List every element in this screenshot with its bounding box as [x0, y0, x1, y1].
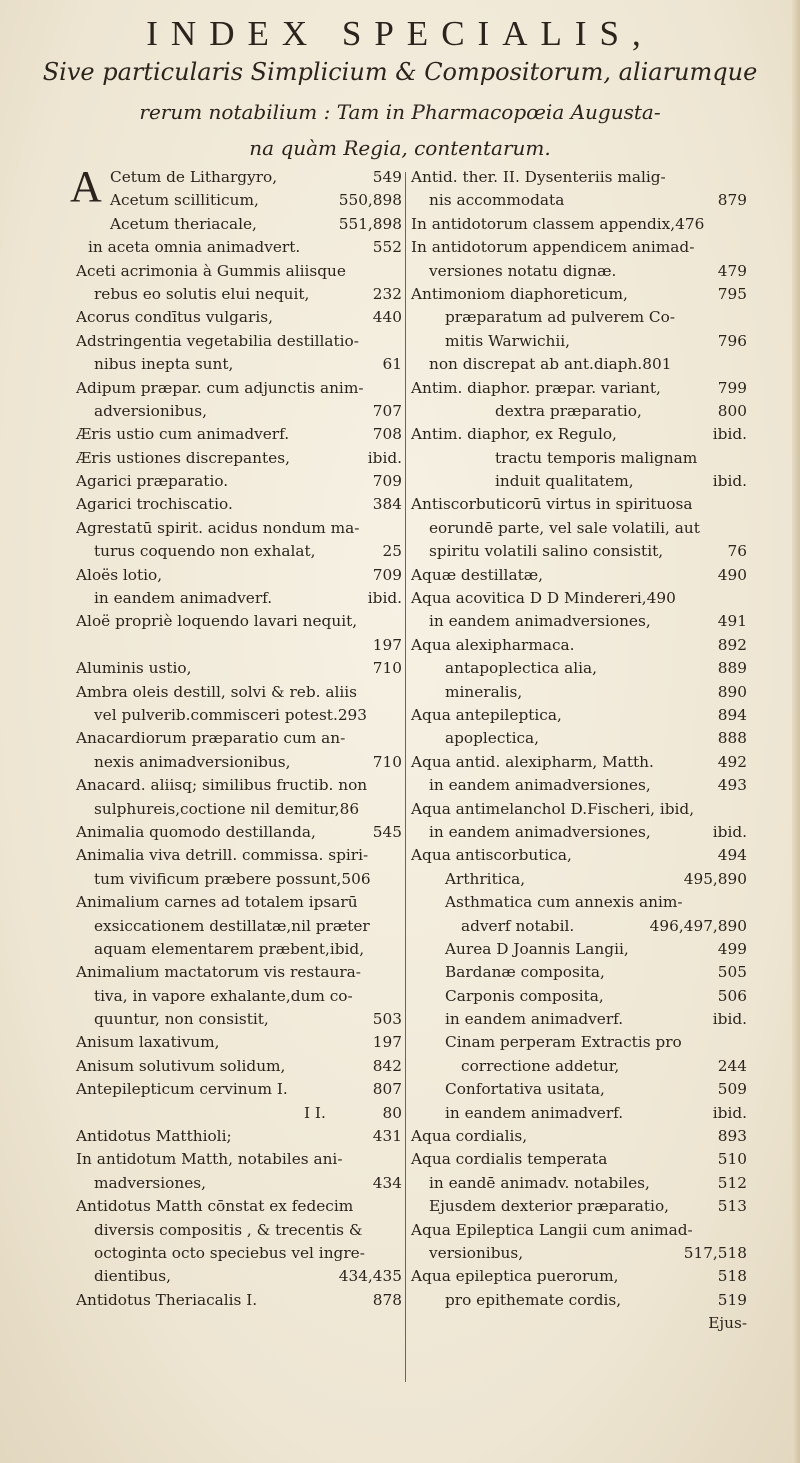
- entry-text: rebus eo solutis elui nequit,: [94, 284, 310, 303]
- page-reference: 807: [372, 1080, 402, 1099]
- index-entry: [411, 1078, 747, 1101]
- entry-text: octoginta octo speciebus vel ingre-: [94, 1243, 365, 1262]
- index-entry: [411, 166, 747, 189]
- entry-text: Aqua alexipharmaca.: [411, 635, 575, 654]
- index-entry: [411, 915, 747, 938]
- column-divider: [405, 172, 406, 1382]
- entry-text: exsiccationem destillatæ,nil præter: [94, 916, 370, 935]
- entry-text: Antid. ther. II. Dysenteriis malig-: [411, 168, 666, 186]
- page-edge: [792, 0, 800, 1463]
- index-entry: [76, 306, 402, 329]
- index-entry: [76, 915, 402, 938]
- index-entry: [411, 681, 747, 704]
- entry-text: Agrestatū spirit. acidus nondum ma-: [76, 518, 360, 537]
- index-entry: [76, 517, 402, 540]
- page-reference: 431: [372, 1127, 402, 1146]
- page-reference: 434: [372, 1173, 402, 1192]
- page-reference: 800: [717, 401, 747, 420]
- entry-text: in eandem animadversiones,: [429, 612, 651, 631]
- page-reference: 710: [372, 752, 402, 771]
- entry-text: Aqua antiscorbutica,: [411, 846, 572, 865]
- entry-text: adverf notabil.: [461, 916, 575, 935]
- entry-text: apoplectica,: [445, 729, 540, 748]
- index-entry: [411, 610, 747, 633]
- index-entry: [411, 330, 747, 353]
- index-entry: [411, 1148, 747, 1171]
- entry-text: Animalia quomodo destillanda,: [76, 822, 316, 841]
- entry-text: Antim. diaphor, ex Regulo,: [411, 425, 617, 444]
- index-entry: [76, 634, 402, 657]
- index-entry: [411, 377, 747, 400]
- entry-text: diversis compositis , & trecentis &: [94, 1220, 363, 1239]
- page-reference: ibid.: [712, 822, 747, 841]
- page-reference: 549: [372, 168, 402, 186]
- index-entry: [411, 236, 747, 259]
- page-reference: 80: [382, 1103, 402, 1122]
- index-entry: [411, 798, 747, 821]
- entry-text: nibus inepta sunt,: [94, 355, 234, 374]
- index-entry: [76, 423, 402, 446]
- entry-text: Asthmatica cum annexis anim-: [445, 893, 683, 912]
- entry-text: adversionibus,: [94, 401, 207, 420]
- index-entry: [76, 1031, 402, 1054]
- entry-text: versiones notatu dignæ.: [429, 261, 617, 280]
- entry-text: Aqua antepileptica,: [411, 705, 562, 724]
- right-index-column: [411, 166, 747, 1386]
- page-reference: 434,435: [338, 1267, 402, 1286]
- index-entry: [76, 961, 402, 984]
- index-entry: [76, 681, 402, 704]
- index-entry: [411, 1265, 747, 1288]
- entry-text: Anacardiorum præparatio cum an-: [76, 729, 346, 748]
- page-reference: 517,518: [683, 1243, 747, 1262]
- index-entry: [76, 260, 402, 283]
- index-entry: [76, 891, 402, 914]
- page-reference: 440: [372, 308, 402, 327]
- entry-text: in eandem animadversiones,: [429, 776, 651, 795]
- index-entry: [411, 1031, 747, 1054]
- index-title: INDEX SPECIALIS,: [146, 14, 654, 53]
- entry-text: Adstringentia vegetabilia destillatio-: [76, 331, 359, 350]
- entry-text: turus coquendo non exhalat,: [94, 542, 316, 561]
- entry-text: Antidotus Theriacalis I.: [76, 1290, 258, 1309]
- index-entry: [76, 1219, 402, 1242]
- page-reference: 495,890: [683, 869, 747, 888]
- index-entry: [411, 1125, 747, 1148]
- entry-text: Antidotus Matthioli;: [76, 1127, 232, 1146]
- index-entry: [411, 1172, 747, 1195]
- index-entry: [411, 1312, 747, 1335]
- entry-text: in eandē animadv. notabiles,: [429, 1173, 650, 1192]
- entry-text: Agarici trochiscatio.: [76, 495, 233, 514]
- entry-text: Acetum scilliticum,: [110, 191, 259, 210]
- entry-text: antapoplectica alia,: [445, 659, 598, 678]
- entry-text: Aloë propriè loquendo lavari nequit,: [76, 612, 358, 631]
- entry-text: aquam elementarem præbent,ibid,: [94, 939, 365, 958]
- entry-text: I I.: [304, 1103, 326, 1122]
- entry-text: Antim. diaphor. præpar. variant,: [411, 378, 661, 397]
- index-entry: [411, 540, 747, 563]
- page-reference: 796: [717, 331, 747, 350]
- page-reference: 518: [717, 1267, 747, 1286]
- index-entry: [76, 1102, 402, 1125]
- index-entry: [411, 868, 747, 891]
- page-reference: 709: [372, 472, 402, 491]
- index-entry: [411, 961, 747, 984]
- entry-text: correctione addetur,: [461, 1056, 620, 1075]
- entry-text: quuntur, non consistit,: [94, 1010, 269, 1029]
- index-entry: [76, 985, 402, 1008]
- entry-text: vel pulverib.commisceri potest.293: [94, 705, 368, 724]
- page-reference: 551,898: [338, 214, 402, 233]
- entry-text: Aqua antid. alexipharm, Matth.: [411, 752, 654, 771]
- index-entry: [76, 751, 402, 774]
- index-entry: [411, 1195, 747, 1218]
- entry-text: Animalia viva detrill. commissa. spiri-: [76, 846, 369, 865]
- index-entry: [76, 1289, 402, 1312]
- index-entry: [76, 798, 402, 821]
- index-entry: [76, 1242, 402, 1265]
- index-entry: [76, 213, 402, 236]
- entry-text: Confortativa usitata,: [445, 1080, 605, 1099]
- page-reference: 552: [372, 238, 402, 257]
- index-entry: [411, 938, 747, 961]
- index-entry: [76, 470, 402, 493]
- page-reference: 893: [717, 1127, 747, 1146]
- index-entry: [411, 306, 747, 329]
- index-subtitle-line-3: na quàm Regia, contentarum.: [249, 136, 551, 160]
- page-reference: 493: [717, 776, 747, 795]
- entry-text: eorundē parte, vel sale volatili, aut: [429, 518, 700, 537]
- page-reference: 503: [372, 1010, 402, 1029]
- index-entry: [76, 189, 402, 212]
- entry-text: Bardanæ composita,: [445, 963, 605, 982]
- entry-text: Æris ustio cum animadverf.: [76, 425, 290, 444]
- page-reference: 519: [717, 1290, 747, 1309]
- entry-text: nis accommodata: [429, 191, 565, 210]
- index-entry: [411, 564, 747, 587]
- index-entry: [76, 283, 402, 306]
- page-reference: 513: [717, 1197, 747, 1216]
- entry-text: Ejusdem dexterior præparatio,: [429, 1197, 670, 1216]
- index-entry: [76, 657, 402, 680]
- index-entry: [411, 704, 747, 727]
- page-reference: 496,497,890: [649, 916, 747, 935]
- entry-text: Adipum præpar. cum adjunctis anim-: [76, 378, 364, 397]
- page-reference: 709: [372, 565, 402, 584]
- page-reference: 197: [372, 635, 402, 654]
- entry-text: Animalium mactatorum vis restaura-: [76, 963, 361, 982]
- entry-text: Aqua acovitica D D Mindereri,490: [411, 589, 676, 608]
- index-entry: [411, 260, 747, 283]
- entry-text: tiva, in vapore exhalante,dum co-: [94, 986, 353, 1005]
- entry-text: nexis animadversionibus,: [94, 752, 291, 771]
- entry-text: sulphureis,coctione nil demitur,86: [94, 799, 360, 818]
- entry-text: In antidotum Matth, notabiles ani-: [76, 1150, 343, 1169]
- index-entry: [411, 447, 747, 470]
- index-entry: [76, 868, 402, 891]
- index-entry: [76, 1148, 402, 1171]
- page-reference: 888: [717, 729, 747, 748]
- entry-text: Aluminis ustio,: [76, 659, 192, 678]
- index-entry: [76, 236, 402, 259]
- page-reference: 505: [717, 963, 747, 982]
- index-entry: [411, 1102, 747, 1125]
- entry-text: mitis Warwichii,: [445, 331, 571, 350]
- page-reference: 509: [717, 1080, 747, 1099]
- entry-text: in eandem animadverf.: [445, 1103, 624, 1122]
- page-reference: 491: [717, 612, 747, 631]
- entry-text: In antidotorum classem appendix,476: [411, 214, 705, 233]
- entry-text: Aqua epileptica puerorum,: [411, 1267, 619, 1286]
- index-entry: [411, 470, 747, 493]
- entry-text: Ambra oleis destill, solvi & reb. aliis: [76, 682, 357, 701]
- entry-text: dextra præparatio,: [495, 401, 642, 420]
- page-reference: 512: [717, 1173, 747, 1192]
- index-entry: [411, 1219, 747, 1242]
- entry-text: Animalium carnes ad totalem ipsarū: [76, 893, 358, 912]
- entry-text: Agarici præparatio.: [76, 472, 229, 491]
- page-reference: 550,898: [338, 191, 402, 210]
- index-entry: [411, 517, 747, 540]
- page-reference: 197: [372, 1033, 402, 1052]
- entry-text: non discrepat ab ant.diaph.801: [429, 355, 672, 374]
- entry-text: Aqua Epileptica Langii cum animad-: [411, 1220, 693, 1239]
- index-entry: [76, 587, 402, 610]
- entry-text: Aquæ destillatæ,: [411, 565, 543, 584]
- index-entry: [76, 564, 402, 587]
- entry-text: mineralis,: [445, 682, 523, 701]
- entry-text: Aloës lotio,: [76, 565, 163, 584]
- entry-text: tum vivificum præbere possunt,506: [94, 869, 371, 888]
- entry-text: Antiscorbuticorū virtus in spirituosa: [411, 495, 693, 514]
- page-reference: 890: [717, 682, 747, 701]
- index-entry: [411, 587, 747, 610]
- index-entry: [76, 727, 402, 750]
- page-reference: ibid.: [712, 1010, 747, 1029]
- index-entry: [411, 189, 747, 212]
- entry-text: In antidotorum appendicem animad-: [411, 238, 695, 257]
- page-reference: 506: [717, 986, 747, 1005]
- left-index-column: [76, 166, 402, 1386]
- entry-text: Arthritica,: [445, 869, 526, 888]
- index-entry: [76, 353, 402, 376]
- page-reference: 492: [717, 752, 747, 771]
- index-entry: [411, 213, 747, 236]
- index-entry: [411, 821, 747, 844]
- page-reference: 25: [382, 542, 402, 561]
- index-entry: [411, 774, 747, 797]
- index-entry: [76, 1265, 402, 1288]
- index-entry: [411, 844, 747, 867]
- index-entry: [76, 1125, 402, 1148]
- entry-text: Antepilepticum cervinum I.: [76, 1080, 288, 1099]
- entry-text: dientibus,: [94, 1267, 171, 1286]
- entry-text: Acetum theriacale,: [110, 214, 257, 233]
- page-reference: ibid.: [367, 448, 402, 467]
- index-entry: [76, 330, 402, 353]
- index-entry: [411, 727, 747, 750]
- drop-cap-initial: A: [70, 162, 102, 211]
- entry-text: Acorus condītus vulgaris,: [76, 308, 273, 327]
- page-reference: 707: [372, 401, 402, 420]
- page-reference: 795: [717, 284, 747, 303]
- page-reference: Ejus-: [708, 1314, 747, 1333]
- entry-text: in aceta omnia animadvert.: [88, 238, 301, 257]
- entry-text: Antimoniom diaphoreticum,: [411, 284, 628, 303]
- index-entry: [76, 774, 402, 797]
- index-entry: [76, 938, 402, 961]
- entry-text: Aqua cordialis,: [411, 1127, 528, 1146]
- entry-text: Antidotus Matth cōnstat ex fedecim: [76, 1197, 354, 1216]
- entry-text: madversiones,: [94, 1173, 206, 1192]
- page-reference: 479: [717, 261, 747, 280]
- entry-text: Carponis composita,: [445, 986, 604, 1005]
- page-reference: 894: [717, 705, 747, 724]
- index-entry: [411, 423, 747, 446]
- index-entry: [76, 1008, 402, 1031]
- index-entry: [76, 166, 402, 189]
- index-entry: [411, 891, 747, 914]
- entry-text: versionibus,: [429, 1243, 524, 1262]
- page-reference: ibid.: [712, 425, 747, 444]
- page-reference: 799: [717, 378, 747, 397]
- page-reference: 490: [717, 565, 747, 584]
- entry-text: Anisum laxativum,: [76, 1033, 220, 1052]
- page-reference: 879: [717, 191, 747, 210]
- index-entry: [411, 1008, 747, 1031]
- index-entry: [76, 704, 402, 727]
- page-reference: 545: [372, 822, 402, 841]
- page-reference: 892: [717, 635, 747, 654]
- index-entry: [411, 283, 747, 306]
- entry-text: pro epithemate cordis,: [445, 1290, 622, 1309]
- page-reference: ibid.: [712, 1103, 747, 1122]
- index-entry: [411, 493, 747, 516]
- page-reference: 494: [717, 846, 747, 865]
- page-reference: 499: [717, 939, 747, 958]
- entry-text: Aurea D Joannis Langii,: [445, 939, 629, 958]
- page-reference: 708: [372, 425, 402, 444]
- entry-text: in eandem animadverf.: [445, 1010, 624, 1029]
- entry-text: tractu temporis malignam: [495, 448, 698, 467]
- entry-text: Cetum de Lithargyro,: [110, 168, 278, 186]
- index-entry: [76, 1055, 402, 1078]
- entry-text: Aqua cordialis temperata: [411, 1150, 608, 1169]
- page-reference: 878: [372, 1290, 402, 1309]
- page-reference: 384: [372, 495, 402, 514]
- index-entry: [411, 400, 747, 423]
- index-entry: [76, 610, 402, 633]
- index-entry: [76, 844, 402, 867]
- index-entry: [76, 540, 402, 563]
- entry-text: in eandem animadverf.: [94, 589, 273, 608]
- page-reference: 889: [717, 659, 747, 678]
- index-entry: [411, 1055, 747, 1078]
- entry-text: Anacard. aliisq; similibus fructib. non: [76, 776, 368, 795]
- entry-text: Cinam perperam Extractis pro: [445, 1033, 682, 1052]
- index-entry: [411, 751, 747, 774]
- index-entry: [411, 1289, 747, 1312]
- page-reference: 842: [372, 1056, 402, 1075]
- page-reference: 244: [717, 1056, 747, 1075]
- entry-text: Aceti acrimonia à Gummis aliisque: [76, 261, 346, 280]
- index-entry: [76, 1078, 402, 1101]
- page-reference: 61: [382, 355, 402, 374]
- entry-text: in eandem animadversiones,: [429, 822, 651, 841]
- entry-text: Anisum solutivum solidum,: [76, 1056, 286, 1075]
- entry-text: induit qualitatem,: [495, 472, 634, 491]
- entry-text: Æris ustiones discrepantes,: [76, 448, 290, 467]
- index-entry: [76, 447, 402, 470]
- page-reference: 510: [717, 1150, 747, 1169]
- page-reference: ibid.: [712, 472, 747, 491]
- index-entry: [76, 400, 402, 423]
- index-entry: [76, 1195, 402, 1218]
- page-reference: ibid.: [367, 589, 402, 608]
- index-entry: [76, 1172, 402, 1195]
- page-reference: 76: [727, 542, 747, 561]
- entry-text: spiritu volatili salino consistit,: [429, 542, 664, 561]
- index-subtitle-line-2: rerum notabilium : Tam in Pharmacopœia Augusta-: [139, 100, 661, 124]
- index-entry: [411, 1242, 747, 1265]
- page-reference: 232: [372, 284, 402, 303]
- page-reference: 710: [372, 659, 402, 678]
- index-subtitle: Sive particularis Simplicium & Compositorum, aliarumque: [42, 58, 758, 86]
- index-entry: [411, 353, 747, 376]
- index-entry: [411, 634, 747, 657]
- index-entry: [76, 821, 402, 844]
- entry-text: præparatum ad pulverem Co-: [445, 308, 676, 327]
- index-entry: [76, 377, 402, 400]
- index-entry: [76, 493, 402, 516]
- entry-text: Aqua antimelanchol D.Fischeri, ibid,: [411, 799, 695, 818]
- index-entry: [411, 985, 747, 1008]
- index-entry: [411, 657, 747, 680]
